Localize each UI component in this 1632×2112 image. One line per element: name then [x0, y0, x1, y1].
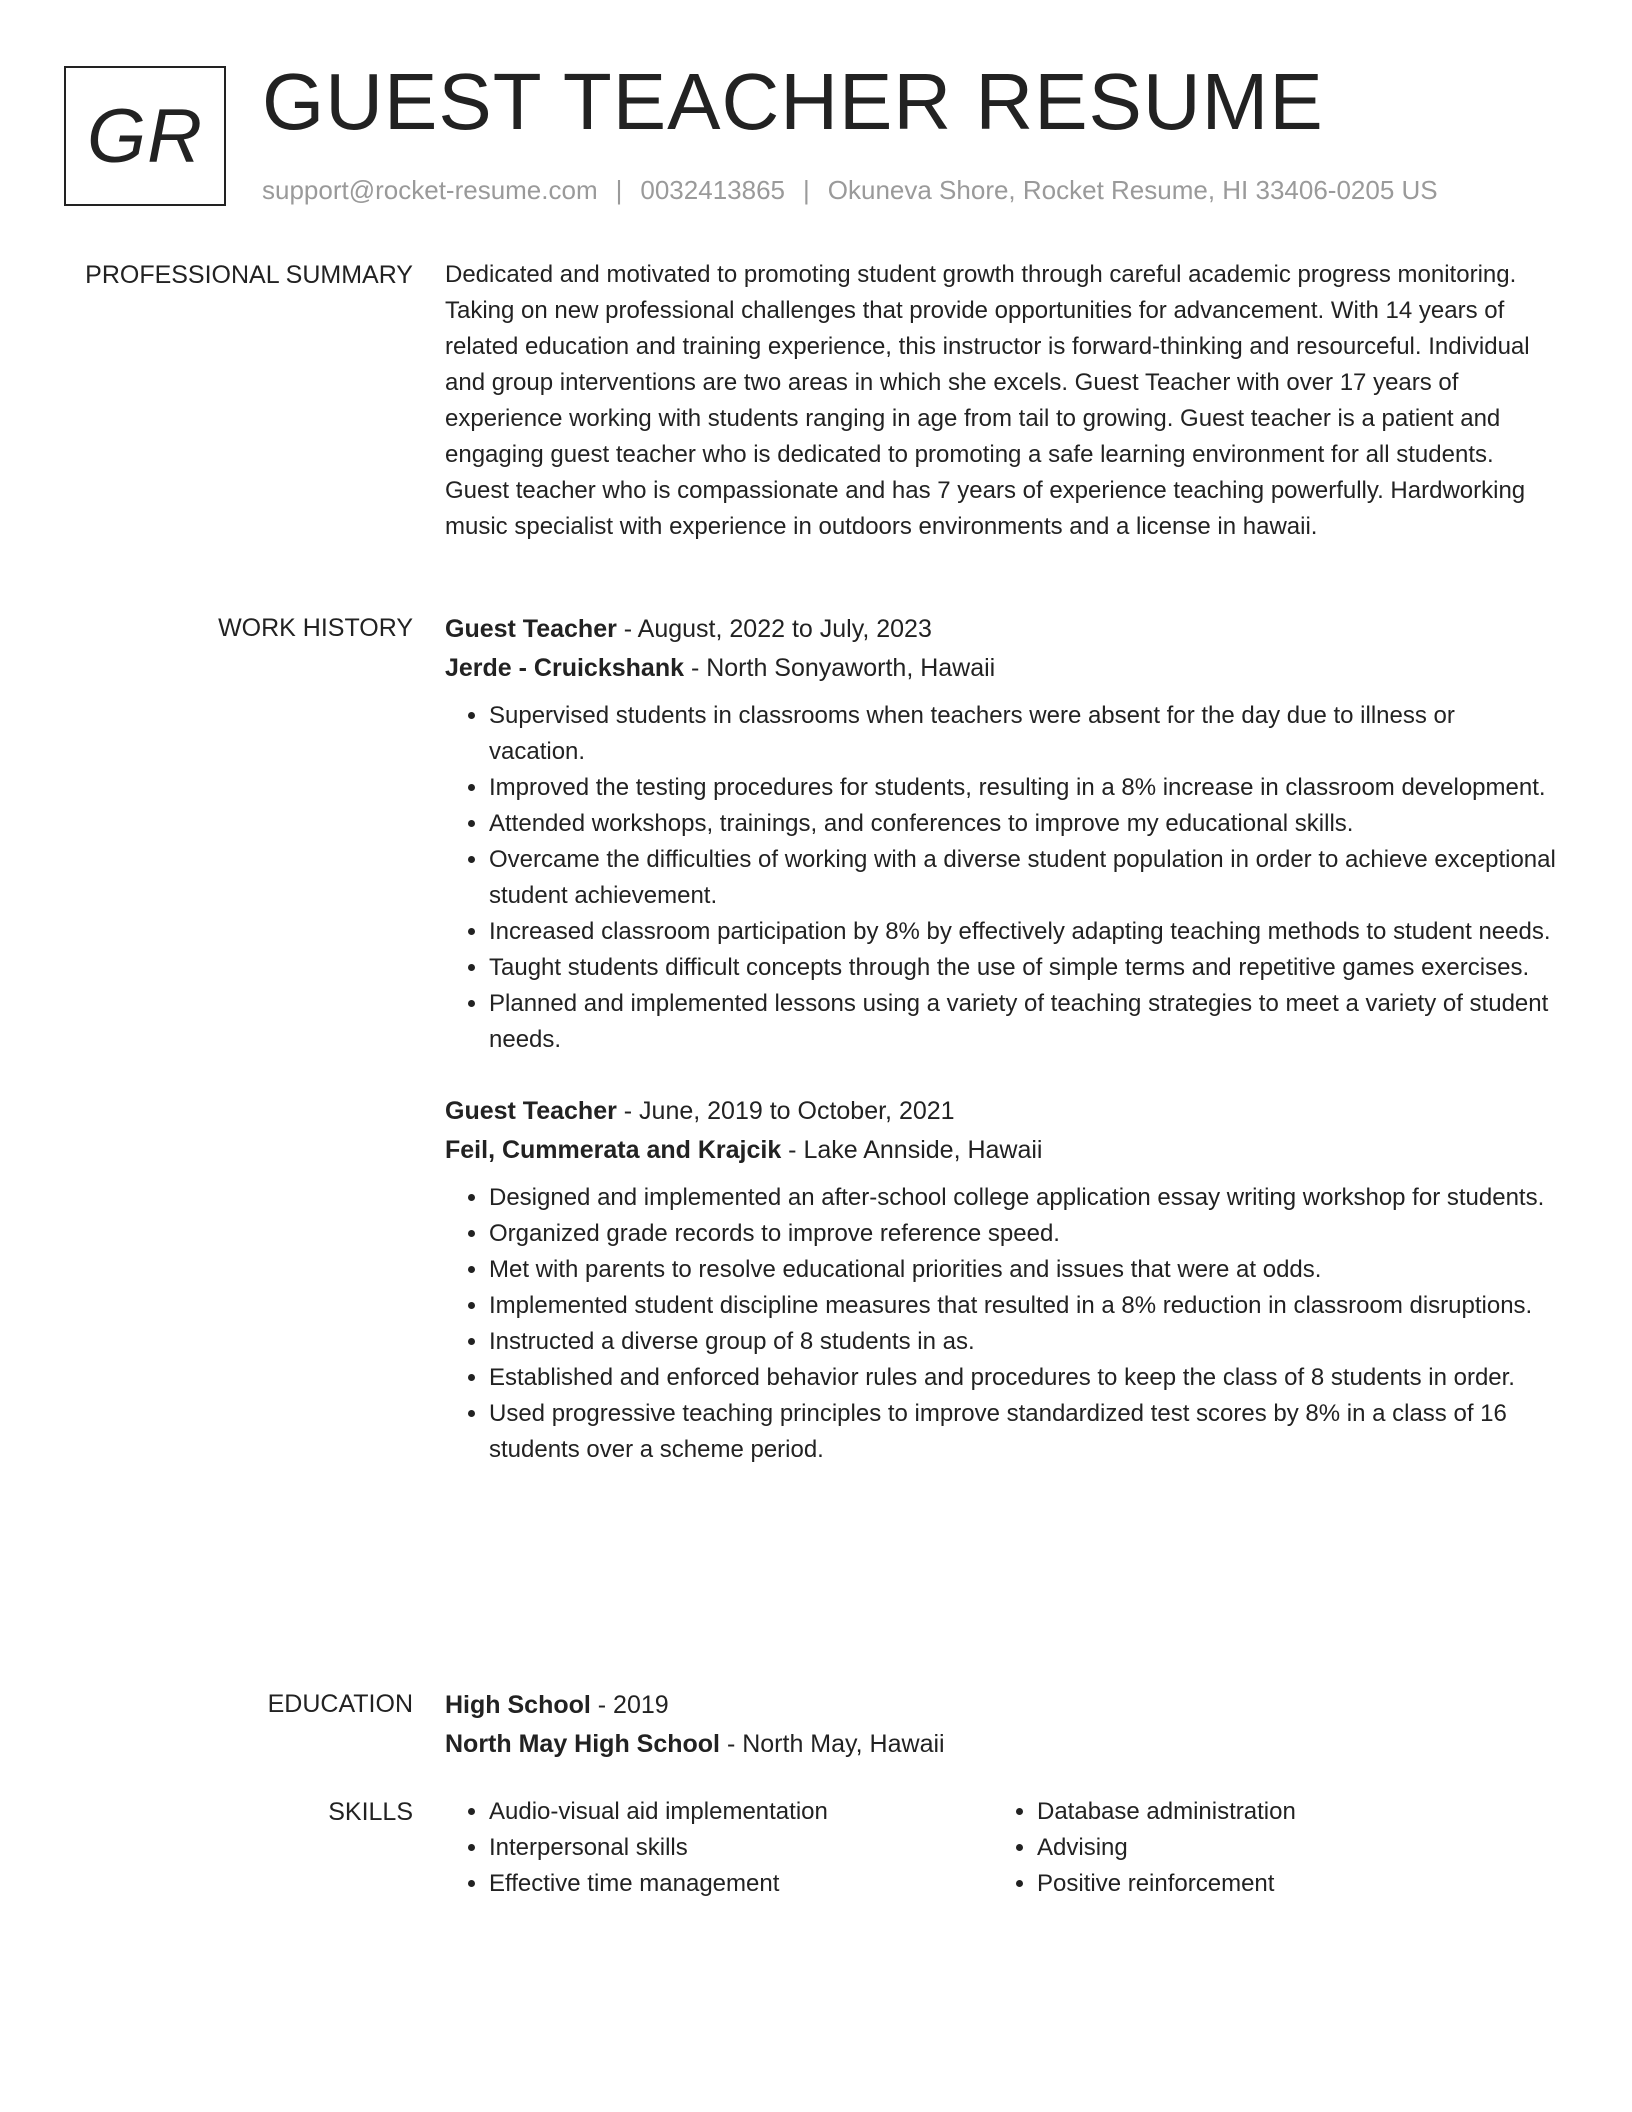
education-year: - 2019: [590, 1691, 669, 1719]
skills-label: SKILLS: [328, 1798, 413, 1826]
job-title: Guest Teacher: [445, 615, 617, 643]
skills-column-left: [445, 1794, 993, 1902]
resume-title: GUEST TEACHER RESUME: [262, 57, 1324, 146]
skill-item: • Database administration: [1037, 1794, 1541, 1830]
job-company: Feil, Cummerata and Krajcik: [445, 1136, 782, 1164]
list-item: • Increased classroom participation by 8% by effectively adapting teaching methods to student needs.: [489, 914, 1557, 950]
job-title-line: [445, 1092, 1557, 1131]
job-bullets: [445, 698, 1557, 1058]
skills-column-right: [993, 1794, 1541, 1902]
education-location: - North May, Hawaii: [720, 1730, 945, 1758]
skill-item: • Interpersonal skills: [489, 1830, 993, 1866]
contact-separator: |: [615, 175, 623, 205]
skill-item: • Positive reinforcement: [1037, 1866, 1541, 1902]
job-company-line: [445, 1131, 1557, 1170]
list-item: • Improved the testing procedures for students, resulting in a 8% increase in classroom development.: [489, 770, 1557, 806]
skills-grid: [445, 1794, 1557, 1902]
job-entry: [445, 610, 1557, 1058]
list-item: • Taught students difficult concepts through the use of simple terms and repetitive games exercises.: [489, 950, 1557, 986]
list-item: • Established and enforced behavior rules and procedures to keep the class of 8 students in order.: [489, 1360, 1557, 1396]
list-item: • Planned and implemented lessons using a variety of teaching strategies to meet a variety of student needs.: [489, 986, 1557, 1058]
contact-email: support@rocket-resume.com: [262, 175, 598, 205]
list-item: • Instructed a diverse group of 8 students in as.: [489, 1324, 1557, 1360]
initials-monogram: GR: [64, 66, 226, 206]
summary-text: Dedicated and motivated to promoting student growth through careful academic progress monitoring. Taking on new professional challenges that provide opportunities for advancement. With 14 years of related education and training experience, this instructor is forward-thinking and resourceful. Individual and group interventions are two areas in which she excels. Guest Teacher with over 17 years of experience working with students ranging in age from tail to growing. Guest teacher is a patient and engaging guest teacher who is dedicated to promoting a safe learning environment for all students. Guest teacher who is compassionate and has 7 years of experience teaching powerfully. Hardworking music specialist with experience in outdoors environments and a license in hawaii.: [445, 261, 1530, 540]
list-item: • Used progressive teaching principles to improve standardized test scores by 8% in a class of 16 students over a scheme period.: [489, 1396, 1557, 1468]
skill-item: • Effective time management: [489, 1866, 993, 1902]
job-title: Guest Teacher: [445, 1097, 617, 1125]
education-degree: High School: [445, 1691, 591, 1719]
education-label: EDUCATION: [267, 1690, 413, 1718]
list-item: • Implemented student discipline measures that resulted in a 8% reduction in classroom disruptions.: [489, 1288, 1557, 1324]
job-entry: [445, 1092, 1557, 1468]
job-company: Jerde - Cruickshank: [445, 654, 684, 682]
list-item: • Overcame the difficulties of working with a diverse student population in order to achieve exceptional student achievement.: [489, 842, 1557, 914]
contact-phone: 0032413865: [640, 175, 785, 205]
job-location: - Lake Annside, Hawaii: [781, 1136, 1043, 1164]
list-item: • Organized grade records to improve reference speed.: [489, 1216, 1557, 1252]
contact-line: [262, 174, 1438, 206]
skill-item: • Advising: [1037, 1830, 1541, 1866]
job-dates: - June, 2019 to October, 2021: [616, 1097, 955, 1125]
job-dates: - August, 2022 to July, 2023: [616, 615, 932, 643]
job-title-line: [445, 610, 1557, 649]
list-item: • Met with parents to resolve educational priorities and issues that were at odds.: [489, 1252, 1557, 1288]
education-school-line: [445, 1725, 1557, 1764]
work-history-label: WORK HISTORY: [218, 614, 413, 642]
skill-item: • Audio-visual aid implementation: [489, 1794, 993, 1830]
contact-separator: |: [803, 175, 810, 205]
summary-label: PROFESSIONAL SUMMARY: [85, 261, 413, 289]
job-bullets: [445, 1180, 1557, 1468]
list-item: • Supervised students in classrooms when teachers were absent for the day due to illness or vacation.: [489, 698, 1557, 770]
job-location: - North Sonyaworth, Hawaii: [684, 654, 996, 682]
job-company-line: [445, 649, 1557, 688]
education-school: North May High School: [445, 1730, 720, 1758]
contact-address: Okuneva Shore, Rocket Resume, HI 33406-0205 US: [827, 175, 1438, 205]
list-item: • Designed and implemented an after-school college application essay writing workshop for students.: [489, 1180, 1557, 1216]
list-item: • Attended workshops, trainings, and conferences to improve my educational skills.: [489, 806, 1557, 842]
education-degree-line: [445, 1686, 1557, 1725]
